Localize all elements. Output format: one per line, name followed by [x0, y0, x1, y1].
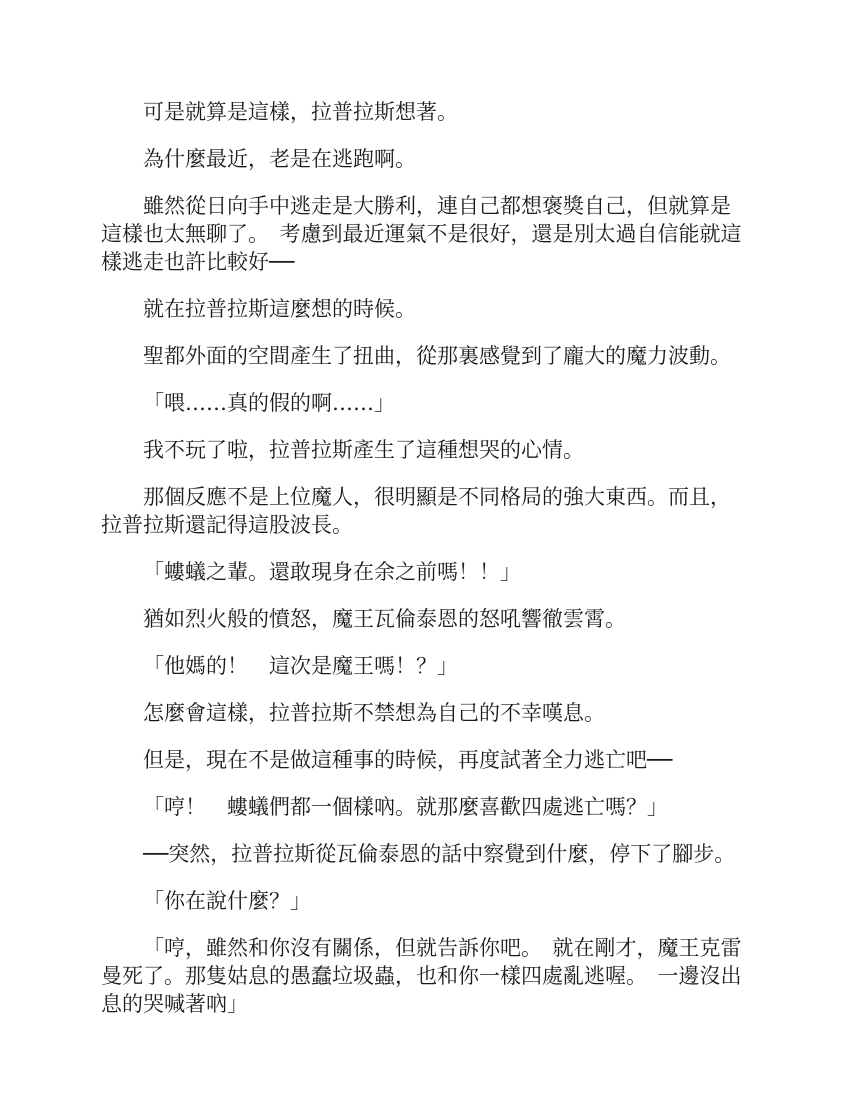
- paragraph: 就在拉普拉斯這麼想的時候。: [143, 297, 416, 321]
- paragraph: 猶如烈火般的憤怒，魔王瓦倫泰恩的怒吼響徹雲霄。: [143, 607, 626, 631]
- paragraph: 「哼，雖然和你沒有關係，但就告訴你吧。 就在剛才，魔王克雷曼死了。那隻姑息的愚蠢垃圾蟲，也和你一樣四處亂逃喔。 一邊沒出息的哭喊著吶」: [101, 936, 742, 1016]
- paragraph: 那個反應不是上位魔人，很明顯是不同格局的強大東西。而且，拉普拉斯還記得這股波長。: [101, 485, 731, 537]
- paragraph: ──突然，拉普拉斯從瓦倫泰恩的話中察覺到什麼，停下了腳步。: [143, 842, 736, 866]
- paragraph: 可是就算是這樣，拉普拉斯想著。: [143, 100, 458, 124]
- paragraph: 雖然從日向手中逃走是大勝利，連自己都想褒獎自己，但就算是這樣也太無聊了。 考慮到最近運氣不是很好，還是別太過自信能就這樣逃走也許比較好──: [101, 194, 742, 274]
- paragraph: 為什麼最近，老是在逃跑啊。: [143, 147, 416, 171]
- document-body: [101, 98, 751, 1037]
- paragraph: 「哼！ 螻蟻們都一個樣吶。就那麼喜歡四處逃亡嗎？」: [143, 795, 668, 819]
- paragraph: 「你在說什麼？」: [143, 889, 311, 913]
- paragraph: 「螻蟻之輩。還敢現身在余之前嗎！！」: [143, 560, 521, 584]
- paragraph: 「喂……真的假的啊……」: [143, 391, 395, 415]
- paragraph: 聖都外面的空間產生了扭曲，從那裏感覺到了龐大的魔力波動。: [143, 344, 731, 368]
- paragraph: 但是，現在不是做這種事的時候，再度試著全力逃亡吧──: [143, 748, 673, 772]
- paragraph: 我不玩了啦，拉普拉斯產生了這種想哭的心情。: [143, 438, 584, 462]
- paragraph: 怎麼會這樣，拉普拉斯不禁想為自己的不幸嘆息。: [143, 701, 605, 725]
- paragraph: 「他媽的！ 這次是魔王嗎！？」: [143, 654, 458, 678]
